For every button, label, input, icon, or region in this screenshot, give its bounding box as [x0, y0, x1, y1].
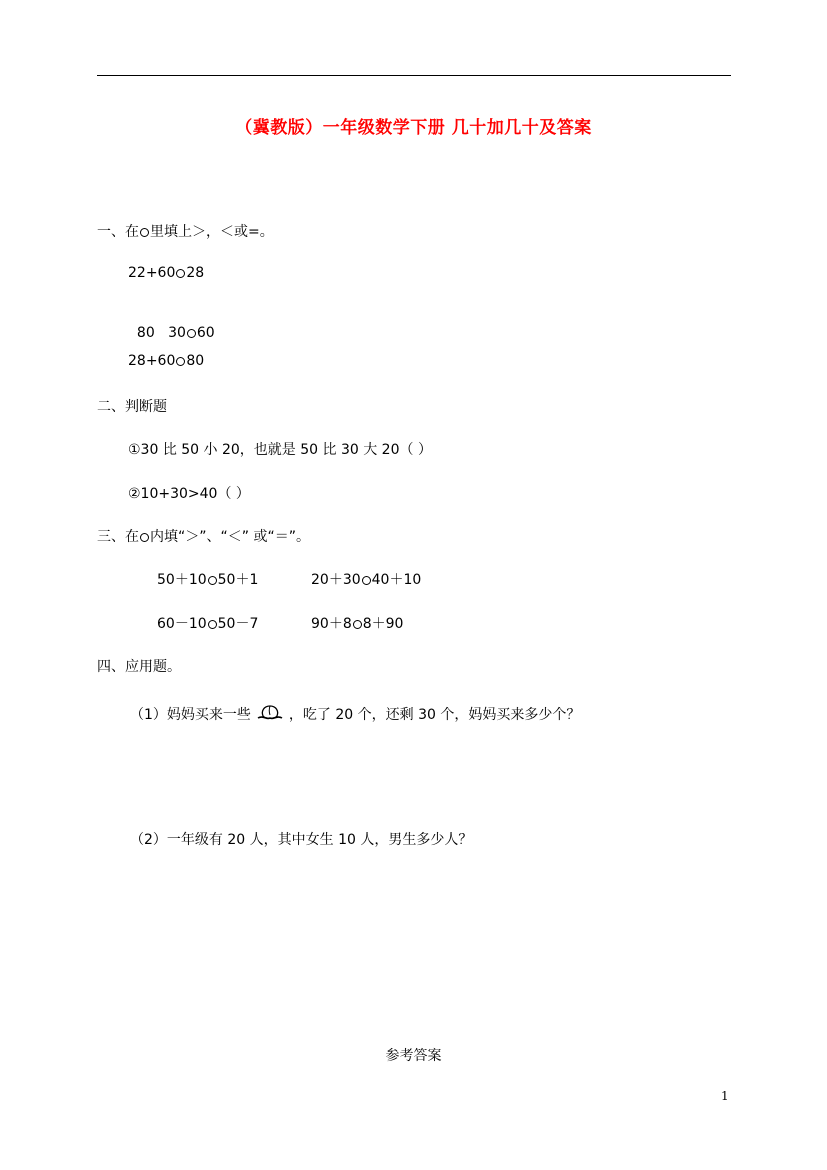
s3-item-4: 90＋8 8＋90 — [311, 616, 404, 632]
s2-item-2: ②10+30>40（ ） — [128, 486, 250, 502]
circle-blank-icon — [353, 620, 362, 629]
circle-blank-icon — [208, 576, 217, 585]
circle-blank-icon — [176, 269, 185, 278]
circle-blank-icon — [140, 533, 149, 542]
section-2-heading: 二、判断题 — [97, 399, 167, 415]
s3-item-3: 60－10 50－7 — [157, 616, 259, 632]
s3-item-1: 50＋10 50＋1 — [157, 572, 259, 588]
section-3-heading: 三、在 内填“＞”、“＜” 或“＝”。 — [97, 529, 310, 545]
circle-blank-icon — [187, 329, 196, 338]
s2-item-1: ①30 比 50 小 20，也就是 50 比 30 大 20（ ） — [128, 442, 432, 458]
answer-heading: 参考答案 — [385, 1048, 442, 1064]
document-title: （冀教版）一年级数学下册 几十加几十及答案 — [235, 118, 592, 138]
page-number: 1 — [721, 1089, 729, 1103]
s1-item-1: 22+60 28 — [128, 265, 205, 281]
s4-question-2: （2）一年级有 20 人，其中女生 10 人，男生多少人？ — [130, 832, 473, 848]
s1-item-2: 80 30 60 — [136, 325, 215, 341]
s1-item-3: 28+60 80 — [128, 353, 205, 369]
s3-item-2: 20＋30 40＋10 — [311, 572, 422, 588]
header-rule — [97, 75, 731, 76]
circle-blank-icon — [176, 357, 185, 366]
peach-icon — [255, 703, 285, 723]
circle-blank-icon — [362, 576, 371, 585]
circle-blank-icon — [140, 228, 149, 237]
s4-question-1: （1）妈妈买来一些 ，吃了 20 个，还剩 30 个，妈妈买来多少个？ — [130, 703, 580, 724]
circle-blank-icon — [208, 620, 217, 629]
section-4-heading: 四、应用题。 — [97, 659, 181, 675]
section-1-heading: 一、在 里填上＞，＜或=。 — [97, 224, 274, 240]
